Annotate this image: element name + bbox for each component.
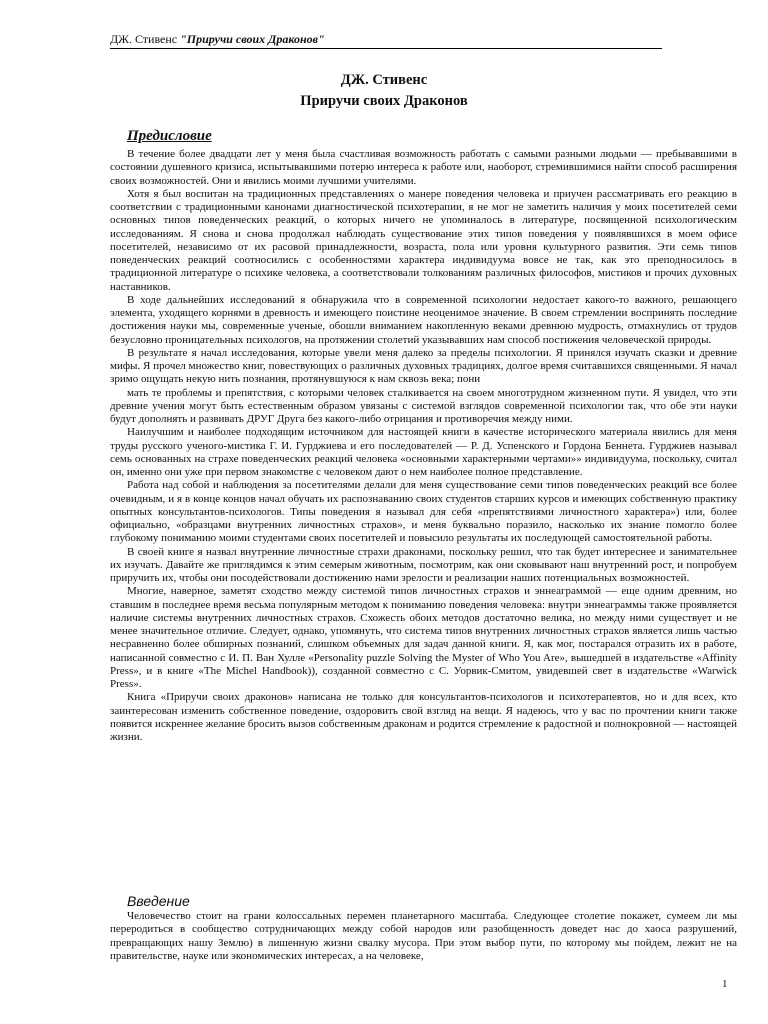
paragraph: Книга «Приручи своих драконов» написана не только для консультантов-психологов и психотерапевтов, но и для всех, кто заинтересован изменить собственное поведение, оздоровить свой взгляд на вещи. Я надеюсь, что у вас по прочтении книги также появится искреннее желание бросить вызов собственным драконам и родится стремление к радостной и полнокровной — настоящей жизни. (110, 691, 737, 743)
header-book-title: "Приручи своих Драконов" (180, 32, 325, 46)
paragraph: Хотя я был воспитан на традиционных представлениях о манере поведения человека и приучен рассматривать его реакцию в соответствии с традиционными канонами диагностической психотерапии, я не мог не заметить наличия у моих посетителей семи основных типов поведенческих реакций, о которых ничего не упоминалось в литературе, посвященной психологическим исследованиям. Я снова и снова продолжал наблюдать существование этих типов поведения у появлявшихся в моем офисе посетителей, независимо от их расовой принадлежности, возраста, пола или уровня культурного развития. Эти семь типов поведенческих реакций соотносились с особенностями характера индивидуума вовсе не так, как это преподносилось в традиционной литературе о психике человека, а соответствовали толкованиям различных философов, мистиков и прочих духовных наставников. (110, 187, 737, 293)
paragraph: Наилучшим и наиболее подходящим источником для настоящей книги в качестве исторического материала явились для меня труды русского ученого-мистика Г. И. Гурджиева и его последователей — Р. Д. Успенского и Гордона Беннета. Гурджиев называл семь основанных на страхе поведенческих реакций человека «основными характерными чертами»» индивидуума, поскольку, считал он, именно они уже при первом знакомстве с человеком дают о нем наиболее полное представление. (110, 426, 737, 478)
running-header (110, 32, 660, 46)
paragraph: мать те проблемы и препятствия, с которыми человек сталкивается на своем многотрудном жизненном пути. Я увидел, что эти древние учения могут быть естественным образом увязаны с системой взглядов современной психологии так, что обе эти науки будут дополнять и развивать ДРУГ Друга без какого-либо отрицания и противоречия между ними. (110, 386, 737, 425)
preface-text (110, 148, 737, 744)
paragraph: В своей книге я назвал внутренние личностные страхи драконами, поскольку решил, что так будет интереснее и занимательнее их изучать. Давайте же приглядимся к этим семерым животным, посмотрим, как они сковывают наш внутренний рост, и попробуем приручить их, чтобы они посодействовали достижению нами зрелости и реализации наших потенциальных возможностей. (110, 545, 737, 584)
paragraph: В течение более двадцати лет у меня была счастливая возможность работать с самыми разными людьми — пребывавшими в состоянии душевного кризиса, испытывавшими потерю интереса к работе или, наоборот, стремившимися найти способ расширения своих возможностей. Они и явились моими лучшими учителями. (110, 148, 737, 187)
paragraph: Многие, наверное, заметят сходство между системой типов личностных страхов и эннеаграммой — еще одним древним, но ставшим в последнее время весьма популярным методом к пониманию поведения человека: внутри эннеаграммы также проявляется наличие системы внутренних личностных страхов. Схожесть обоих методов достаточно велика, но между ними существует и не менее значительное отличие. Следует, однако, упомянуть, что система типов внутренних личностных страхов является лишь частью несравненно более обширных познаний, слишком объемных для задач данной книги. Я, как мог, постарался отразить их в работе, написанной совместно с И. П. Ван Хулле «Personality puzzle Solving the Myster of Who You Are», вышедшей в издательстве «Affinity Press», и в книге «The Michel Handbook)), созданной совместно с С. Уорвик-Смитом, увидевшей свет в издательстве «Warwick Press». (110, 585, 737, 690)
preface-heading: Предисловие (127, 128, 212, 144)
title-book: Приручи своих Драконов (300, 93, 468, 109)
header-rule (110, 48, 662, 49)
header-author: ДЖ. Стивенс (110, 32, 178, 46)
introduction-heading: Введение (127, 893, 190, 909)
paragraph: Работа над собой и наблюдения за посетителями делали для меня существование семи типов поведенческих реакций все более очевидным, и я в конце концов начал обучать их распознаванию своих студентов старших курсов и имеющих собственную практику опытных консультантов-психологов. Типы поведения я называл для себя «препятствиями личностного характера») или, более официально, «образцами внутренних личностных страхов», и меня буквально поразило, насколько их знание помогло более глубокому пониманию моими студентами своих посетителей и повысило результаты их последующей самостоятельной работы. (110, 479, 737, 545)
paragraph: В результате я начал исследования, которые увели меня далеко за пределы психологии. Я принялся изучать сказки и древние мифы. Я прочел множество книг, повествующих о различных духовных традициях, долгое время считавшихся священными. Я начал зримо ощущать некую нить познания, протянувшуюся к нам сквозь века; пони (110, 346, 737, 386)
paragraph: Человечество стоит на грани колоссальных перемен планетарного масштаба. Следующее столетие покажет, сумеем ли мы переродиться в сообщество сотрудничающих между собой народов или разобщенность доведет нас до хаоса разрушений, превращающих нашу Землю) в лишенную жизни свалку мусора. При этом выбор пути, по которому мы пойдем, лежит не на правительстве, науке или экономических интересах, а на человеке, (110, 910, 737, 962)
introduction-text (110, 910, 737, 963)
page-number: 1 (722, 978, 728, 990)
paragraph: В ходе дальнейших исследований я обнаружила что в современной психологии недостает какого-то важного, решающего элемента, уходящего корнями в древность и имеющего поистине неоценимое значение. В своем стремлении воспринять последние достижения науки мы, современные ученые, обошли вниманием накопленную веками древнюю мудрость, отмахнулись от трудов безусловно проницательных психологов, на протяжении столетий указывавших нам способ постижения человеческой природы. (110, 293, 737, 346)
title-author: ДЖ. Стивенс (340, 72, 428, 88)
